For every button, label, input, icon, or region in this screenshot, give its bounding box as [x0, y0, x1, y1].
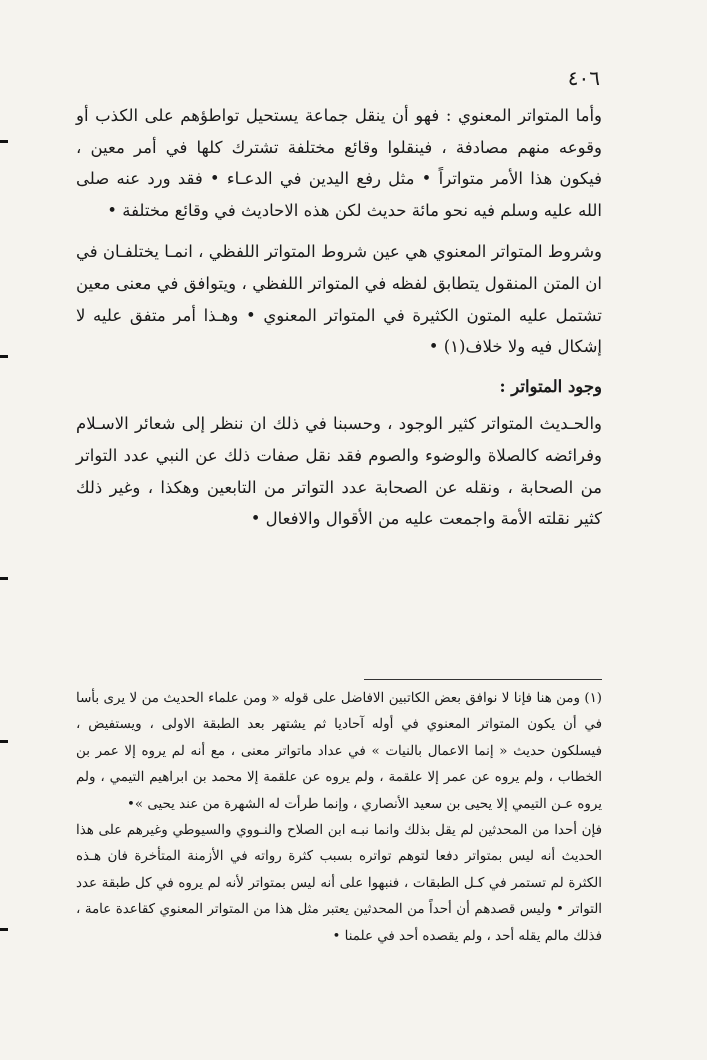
scan-mark	[0, 577, 8, 580]
scan-mark	[0, 140, 8, 143]
section-heading: وجود المتواتر :	[499, 376, 602, 396]
scan-mark	[0, 740, 8, 743]
scan-mark	[0, 928, 8, 931]
scan-mark	[0, 355, 8, 358]
paragraph-ma-nawi-definition: وأما المتواتر المعنوي : فهو أن ينقل جماعة يستحيل تواطؤهم على الكذب أو وقوعه منهم مصادفة ، فينقلوا وقائع مختلفة تشترك كلها في أمر معين ، فيكون هذا الأمر متواتراً • مثل رفع اليدين في الدعـاء • فقد ورد عنه صلى الله عليه وسلم فيه نحو مائة حديث لكن هذه الاحاديث في وقائع مختلفة •	[76, 106, 602, 220]
footnote-1-continuation: فإن أحدا من المحدثين لم يقل بذلك وانما نبـه ابن الصلاح والنـووي والسيوطي وغيرهم على هذا الحديث أنه ليس بمتواتر دفعا لتوهم تواتره بسبب كثرة رواته في الأزمنة المتأخرة فان هـذه الكثرة لم تستمر في كـل الطبقات ، فنبهوا على أنه ليس بمتواتر لأنه لم يروه في كل طبقة عدد التواتر • وليس قصدهم أن أحداً من المحدثين يعتبر مثل هذا من المتواتر المعنوي كقاعدة عامة ، فذلك مالم يقله أحد ، ولم يقصده أحد في علمنا •	[76, 823, 602, 944]
page-number: ٤٠٦	[567, 66, 600, 90]
footnote-separator	[364, 679, 602, 680]
footnotes	[76, 686, 602, 950]
footnote-1: (١) ومن هنا فإنا لا نوافق بعض الكاتبين الافاضل على قوله « ومن علماء الحديث من لا يرى بأسا في أن يكون المتواتر المعنوي في أوله آحاديا ثم يشتهر بعد الطبقة الاولى ، ويستفيض ، فيسلكون حديث « إنما الاعمال بالنيات » في عداد ماتواتر معنى ، مع أنه لم يروه إلا عمر بن الخطاب ، ولم يروه عن عمر إلا علقمة ، ولم يروه عن علقمة إلا محمد بن ابراهيم التيمي ، ولم يروه عـن التيمي إلا يحيى بن سعيد الأنصاري ، وإنما طرأت له الشهرة من عند يحيى »•	[76, 691, 602, 812]
paragraph-conditions: وشروط المتواتر المعنوي هي عين شروط المتواتر اللفظي ، انمـا يختلفـان في ان المتن المنقول يتطابق لفظه في المتواتر اللفظي ، ويتوافق في معنى معين تشتمل عليه المتون الكثيرة في المتواتر المعنوي • وهـذا أمر متفق عليه لا إشكال فيه ولا خلاف(١) •	[76, 242, 602, 357]
paragraph-existence: والحـديث المتواتر كثير الوجود ، وحسبنا في ذلك ان ننظر إلى شعائر الاسـلام وفرائضه كالصلاة والوضوء والصوم فقد نقل صفات ذلك عن النبي عدد التواتر من الصحابة ، ونقله عن الصحابة عدد التواتر من التابعين وهكذا ، وغير ذلك كثير نقلته الأمة واجمعت عليه من الأقوال والافعال •	[76, 414, 602, 529]
main-text	[76, 100, 602, 535]
